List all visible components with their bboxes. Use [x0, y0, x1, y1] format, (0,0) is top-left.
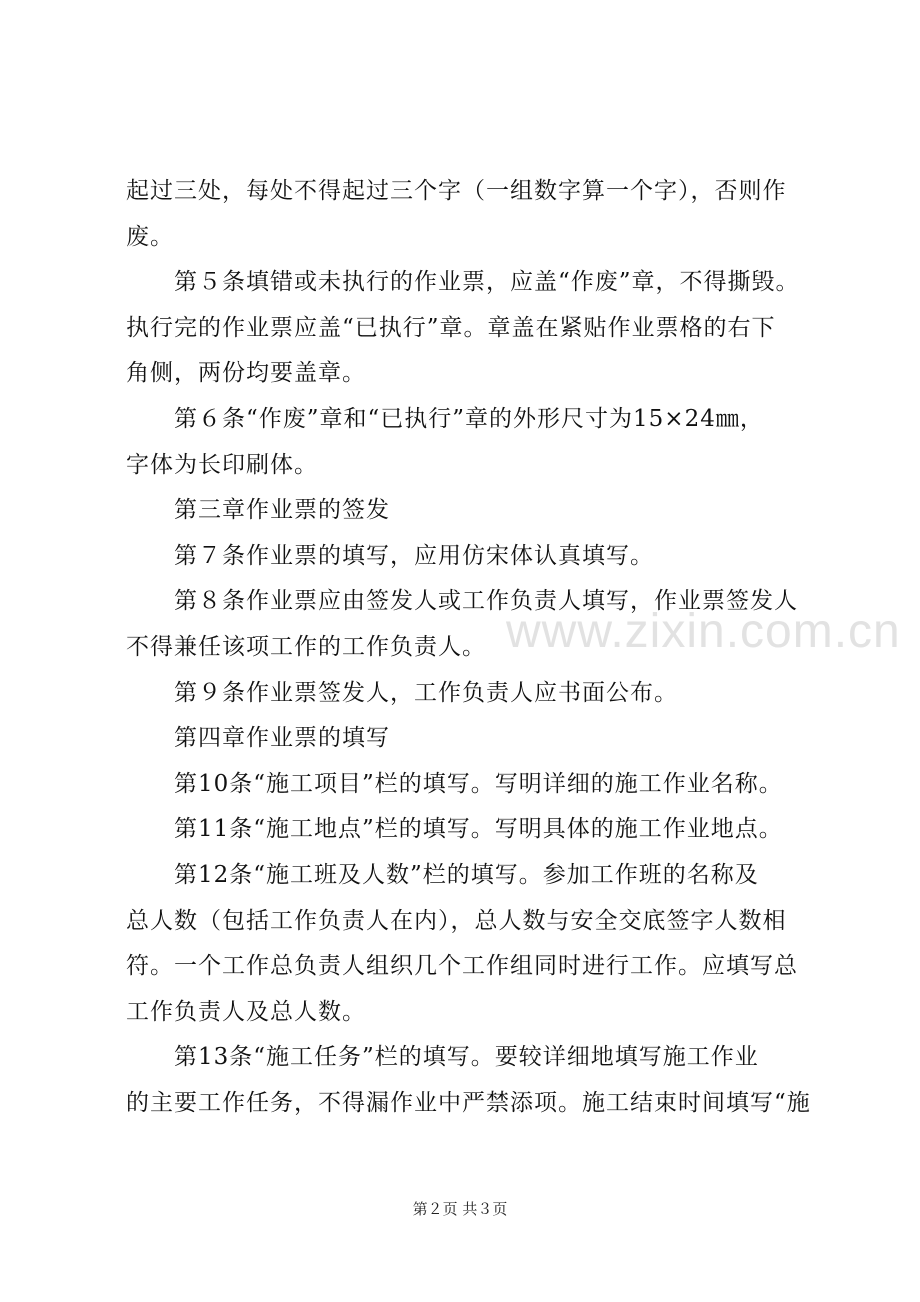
watermark: www.zixin.com.cn: [506, 605, 901, 658]
article-8: 第８条作业票应由签发人或工作负责人填写，作业票签发人: [174, 588, 798, 615]
text-line: 工作负责人及总人数。: [126, 998, 366, 1025]
text-line: 不得兼任该项工作的工作负责人。: [126, 633, 486, 660]
article-11: 第11条“施工地点”栏的填写。写明具体的施工作业地点。: [174, 816, 783, 843]
text-line: 总人数（包括工作负责人在内），总人数与安全交底签字人数相: [126, 907, 787, 934]
article-13: 第13条“施工任务”栏的填写。要较详细地填写施工作业: [174, 1044, 759, 1071]
page-number-footer: 第２页 共３页: [412, 1200, 508, 1218]
text-line: 废。: [126, 223, 174, 250]
chapter-4-heading: 第四章作业票的填写: [174, 725, 390, 752]
article-5: 第５条填错或未执行的作业票，应盖“作废”章，不得撕毁。: [174, 269, 800, 296]
article-9: 第９条作业票签发人，工作负责人应书面公布。: [174, 679, 678, 706]
chapter-3-heading: 第三章作业票的签发: [174, 497, 390, 524]
text-line: 的主要工作任务，不得漏作业中严禁添项。施工结束时间填写“施: [126, 1089, 811, 1116]
text-line: 执行完的作业票应盖“已执行”章。章盖在紧贴作业票格的右下: [126, 314, 776, 341]
article-10: 第10条“施工项目”栏的填写。写明详细的施工作业名称。: [174, 770, 783, 797]
text-line: 符。一个工作总负责人组织几个工作组同时进行工作。应填写总: [126, 953, 798, 980]
text-line: 角侧，两份均要盖章。: [126, 360, 366, 387]
text-line: 字体为长印刷体。: [126, 451, 318, 478]
article-6: 第６条“作废”章和“已执行”章的外形尺寸为15×24㎜，: [174, 405, 764, 432]
article-7: 第７条作业票的填写，应用仿宋体认真填写。: [174, 542, 654, 569]
text-line: 起过三处，每处不得起过三个字（一组数字算一个字），否则作: [126, 178, 787, 204]
document-body: [126, 169, 816, 1126]
article-12: 第12条“施工班及人数”栏的填写。参加工作班的名称及: [174, 861, 759, 888]
